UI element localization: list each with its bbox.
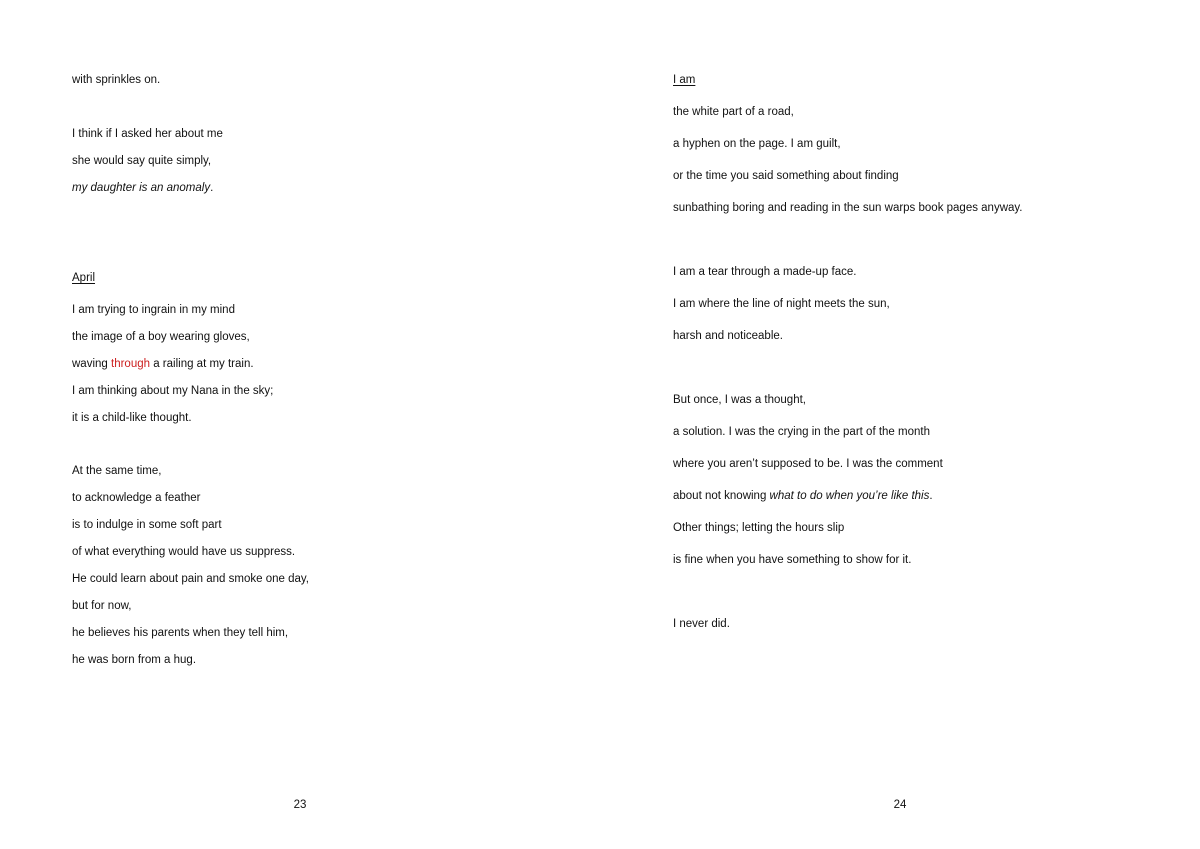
poem-line: he believes his parents when they tell him, (72, 627, 289, 639)
poem-line-anomaly (72, 181, 213, 195)
highlighted-word: through (111, 358, 151, 370)
poem-line: He could learn about pain and smoke one day, (72, 573, 309, 585)
poem-line: it is a child-like thought. (72, 412, 192, 424)
poem-line: I am trying to ingrain in my mind (72, 304, 235, 316)
poem-line: or the time you said something about finding (673, 170, 899, 182)
poem-line: I am where the line of night meets the sun, (673, 298, 890, 310)
poem-line-knowing (673, 489, 933, 503)
page-number: 24 (893, 799, 907, 811)
poem-line: where you aren’t supposed to be. I was the comment (673, 458, 943, 470)
poem-line: of what everything would have us suppress. (72, 546, 296, 558)
italic-phrase: what to do when you’re like this (769, 490, 930, 502)
poem-line: the white part of a road, (673, 106, 794, 118)
poem-line: harsh and noticeable. (673, 330, 783, 342)
poem-line: sunbathing boring and reading in the sun warps book pages anyway. (673, 202, 1023, 214)
page-number: 23 (293, 799, 307, 811)
italic-phrase: my daughter is an anomaly (72, 182, 211, 194)
poem-line-waving (72, 357, 254, 371)
poem-line: Other things; letting the hours slip (673, 522, 845, 534)
poem-line: with sprinkles on. (72, 74, 161, 86)
poem-line: he was born from a hug. (72, 654, 197, 666)
poem-line: to acknowledge a feather (72, 492, 201, 504)
line-tail: . (210, 182, 214, 194)
poem-line: is fine when you have something to show for it. (673, 554, 912, 566)
poem-line: But once, I was a thought, (673, 394, 806, 406)
poem-title: I am (673, 74, 696, 86)
poem-line: I am a tear through a made-up face. (673, 266, 857, 278)
poem-line: the image of a boy wearing gloves, (72, 331, 250, 343)
line-end: a railing at my train. (150, 358, 254, 370)
poem-line: a solution. I was the crying in the part of the month (673, 426, 930, 438)
line-start: waving (72, 358, 111, 370)
poem-line: At the same time, (72, 465, 162, 477)
poem-line: I think if I asked her about me (72, 128, 223, 140)
poem-line: I never did. (673, 618, 730, 630)
poem-line: she would say quite simply, (72, 155, 212, 167)
line-end: . (929, 490, 933, 502)
line-start: about not knowing (673, 490, 770, 502)
poem-line: a hyphen on the page. I am guilt, (673, 138, 841, 150)
poem-line: but for now, (72, 600, 132, 612)
right-page (600, 0, 1200, 849)
poem-title: April (72, 272, 96, 284)
poem-line: is to indulge in some soft part (72, 519, 222, 531)
poem-line: I am thinking about my Nana in the sky; (72, 385, 274, 397)
